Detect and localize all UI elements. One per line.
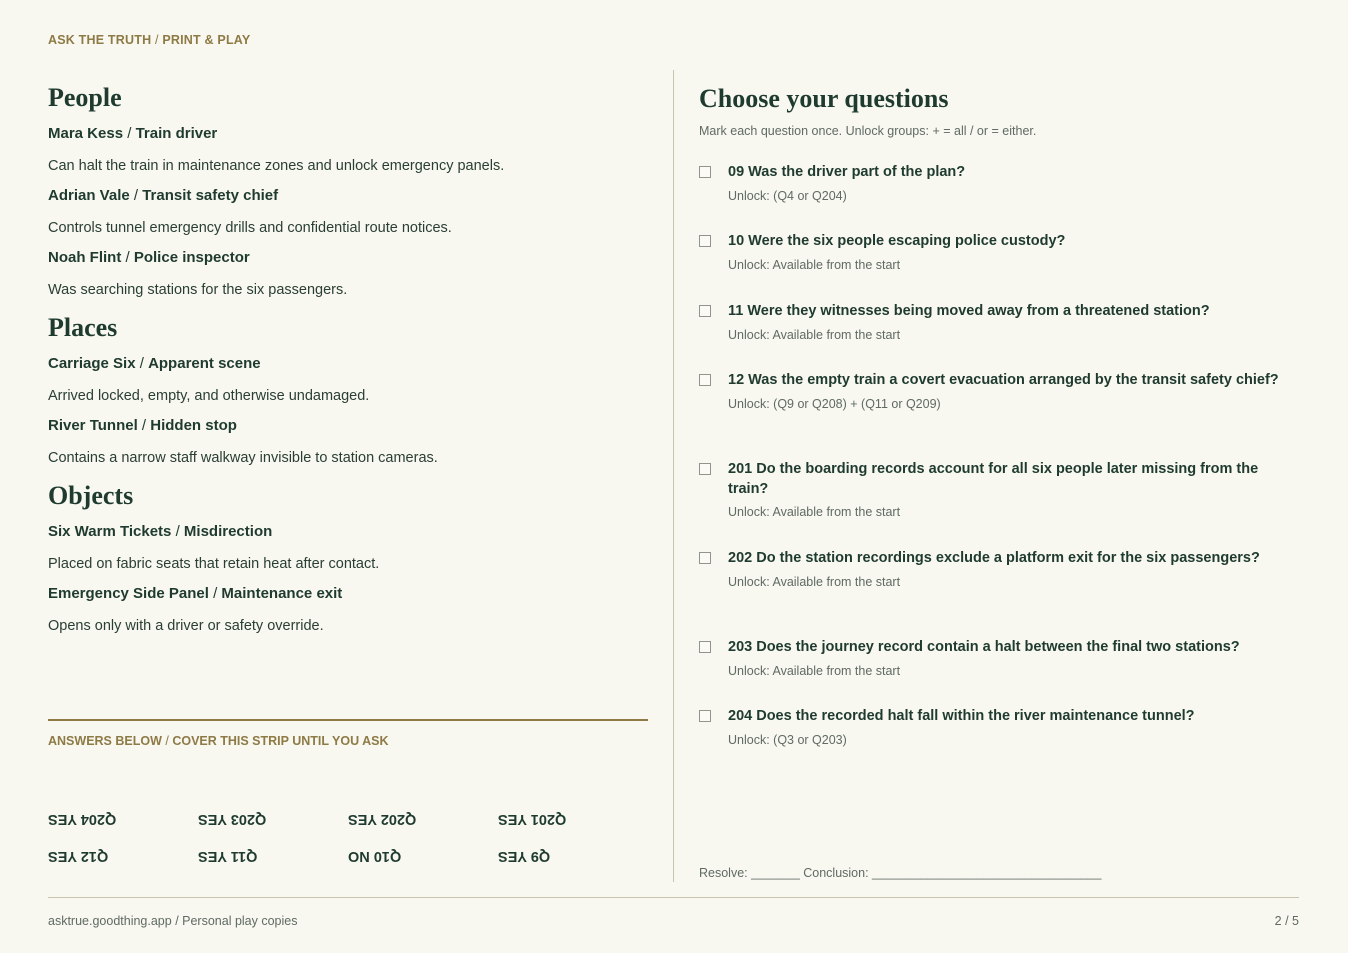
answer-q203: Q203 YES	[198, 811, 267, 827]
strip-label-separator: /	[161, 734, 173, 748]
footer-site: asktrue.goodthing.app	[48, 914, 172, 928]
item-role: Hidden stop	[150, 417, 237, 434]
item-name: River Tunnel	[48, 417, 138, 434]
question-checkbox[interactable]	[699, 166, 711, 178]
question-item	[699, 460, 1279, 519]
question-item	[699, 232, 1279, 272]
dossier-item	[48, 354, 648, 406]
item-heading: Mara Kess / Train driver	[48, 125, 218, 142]
section-title: Objects	[48, 481, 134, 510]
question-item	[699, 371, 1279, 411]
question-unlock: Unlock: (Q4 or Q204)	[728, 188, 847, 203]
question-text: 10 Were the six people escaping police custody?	[728, 233, 1066, 249]
item-description: Controls tunnel emergency drills and confidential route notices.	[48, 220, 452, 236]
question-unlock: Unlock: Available from the start	[728, 663, 901, 678]
item-name: Six Warm Tickets	[48, 523, 172, 540]
header-brand: ASK THE TRUTH	[48, 33, 152, 47]
answer-strip-label	[48, 734, 389, 748]
item-description: Was searching stations for the six passengers.	[48, 282, 348, 298]
header-separator: /	[151, 33, 163, 47]
item-name: Noah Flint	[48, 249, 122, 266]
item-role: Maintenance exit	[221, 585, 343, 602]
question-item	[699, 638, 1279, 678]
dossier-item	[48, 124, 648, 176]
question-unlock: Unlock: Available from the start	[728, 505, 901, 519]
question-unlock: Unlock: Available from the start	[728, 257, 901, 272]
section-title: Places	[48, 313, 118, 342]
footer-separator: /	[171, 914, 183, 928]
questions-instructions: Mark each question once. Unlock groups: + = all / or = either.	[699, 124, 1037, 138]
resolve-line: Resolve: _______ Conclusion: _________________________________	[699, 866, 1102, 880]
question-item	[699, 707, 1279, 747]
question-unlock: Unlock: (Q9 or Q208) + (Q11 or Q209)	[728, 396, 941, 411]
section-people	[48, 80, 648, 300]
header-subtitle: PRINT & PLAY	[162, 33, 251, 47]
question-text: 204 Does the recorded halt fall within the river maintenance tunnel?	[728, 708, 1195, 724]
question-item	[699, 163, 1279, 203]
answer-q9: Q9 YES	[498, 848, 551, 864]
page-number: 2 / 5	[1274, 914, 1299, 928]
answer-q202: Q202 YES	[348, 811, 417, 827]
item-role: Train driver	[135, 125, 218, 142]
section-objects	[48, 478, 648, 636]
item-name: Mara Kess	[48, 125, 124, 142]
item-role: Police inspector	[133, 249, 250, 266]
item-role: Misdirection	[183, 523, 273, 540]
question-item	[699, 302, 1279, 342]
question-text: 201 Do the boarding records account for all six people later missing from the train?	[728, 461, 1259, 497]
question-text: 12 Was the empty train a covert evacuation arranged by the transit safety chief?	[728, 372, 1279, 388]
item-heading: Carriage Six / Apparent scene	[48, 355, 261, 372]
questions-title: Choose your questions	[699, 84, 949, 113]
strip-label-instruction: COVER THIS STRIP UNTIL YOU ASK	[172, 734, 389, 748]
dossier-item	[48, 584, 648, 636]
answer-q11: Q11 YES	[198, 848, 258, 864]
answer-q204: Q204 YES	[48, 811, 117, 827]
item-description: Contains a narrow staff walkway invisible to station cameras.	[48, 450, 438, 466]
item-role: Apparent scene	[148, 355, 261, 372]
item-name: Carriage Six	[48, 355, 136, 372]
item-heading: River Tunnel / Hidden stop	[48, 417, 237, 434]
section-title: People	[48, 83, 122, 112]
item-description: Placed on fabric seats that retain heat after contact.	[48, 556, 380, 572]
item-heading: Noah Flint / Police inspector	[48, 249, 250, 266]
footer-note: Personal play copies	[182, 914, 298, 928]
item-description: Arrived locked, empty, and otherwise undamaged.	[48, 388, 370, 404]
question-checkbox[interactable]	[699, 463, 711, 475]
item-heading: Six Warm Tickets / Misdirection	[48, 523, 273, 540]
question-unlock: Unlock: (Q3 or Q203)	[728, 732, 847, 747]
item-name: Emergency Side Panel	[48, 585, 209, 602]
section-places	[48, 310, 648, 468]
item-description: Opens only with a driver or safety override.	[48, 618, 324, 634]
question-item	[699, 549, 1279, 589]
questions-column	[699, 80, 1299, 747]
column-divider	[673, 70, 674, 882]
question-checkbox[interactable]	[699, 710, 711, 722]
dossier-item	[48, 186, 648, 238]
footer-rule	[48, 897, 1299, 898]
question-unlock: Unlock: Available from the start	[728, 327, 901, 342]
footer-credit	[48, 914, 298, 928]
dossier-column	[48, 80, 648, 646]
strip-label-main: ANSWERS BELOW	[48, 734, 162, 748]
page-header	[48, 33, 250, 47]
question-checkbox[interactable]	[699, 641, 711, 653]
item-name: Adrian Vale	[48, 187, 130, 204]
question-checkbox[interactable]	[699, 552, 711, 564]
item-heading: Adrian Vale / Transit safety chief	[48, 187, 279, 204]
dossier-item	[48, 522, 648, 574]
question-text: 11 Were they witnesses being moved away from a threatened station?	[728, 303, 1210, 319]
question-unlock: Unlock: Available from the start	[728, 574, 901, 589]
question-checkbox[interactable]	[699, 235, 711, 247]
question-checkbox[interactable]	[699, 374, 711, 386]
question-checkbox[interactable]	[699, 305, 711, 317]
answer-q10: Q10 NO	[348, 848, 402, 864]
item-description: Can halt the train in maintenance zones and unlock emergency panels.	[48, 158, 505, 174]
question-text: 203 Does the journey record contain a halt between the final two stations?	[728, 639, 1240, 655]
item-role: Transit safety chief	[142, 187, 279, 204]
answer-q201: Q201 YES	[498, 811, 567, 827]
question-text: 202 Do the station recordings exclude a platform exit for the six passengers?	[728, 550, 1260, 566]
question-text: 09 Was the driver part of the plan?	[728, 164, 966, 180]
answer-q12: Q12 YES	[48, 848, 109, 864]
dossier-item	[48, 416, 648, 468]
dossier-item	[48, 248, 648, 300]
item-heading: Emergency Side Panel / Maintenance exit	[48, 585, 343, 602]
answer-strip-rule	[48, 719, 648, 721]
